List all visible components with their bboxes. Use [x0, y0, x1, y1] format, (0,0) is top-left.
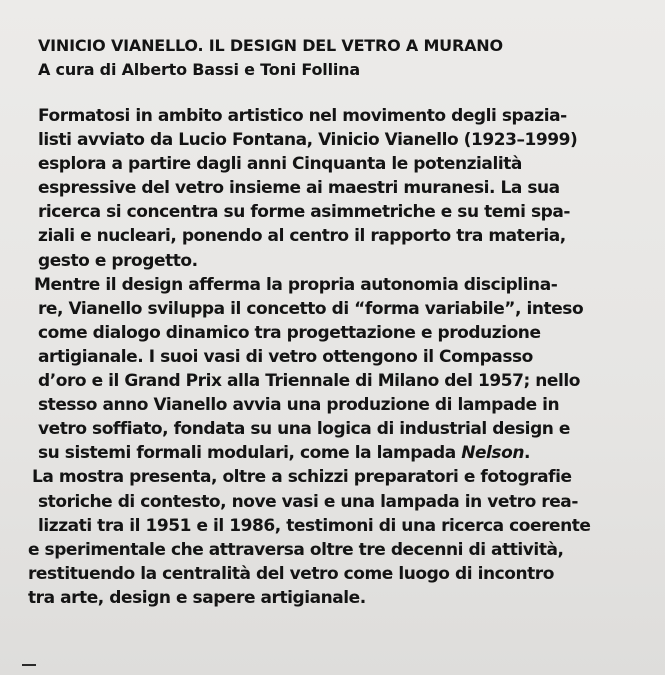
- text-line: [38, 441, 638, 465]
- text-line: listi avviato da Lucio Fontana, Vinicio Vianello (1923–1999): [38, 130, 578, 151]
- text-line: stesso anno Vianello avvia una produzione di lampade in: [38, 395, 560, 416]
- text-line: tra arte, design e sapere artigianale.: [28, 587, 366, 608]
- text-line: re, Vianello sviluppa il concetto di “forma variabile”, inteso: [38, 298, 584, 319]
- text-line: vetro soffiato, fondata su una logica di industrial design e: [38, 419, 570, 440]
- text-line: lizzati tra il 1951 e il 1986, testimoni di una ricerca coerente: [38, 515, 591, 536]
- text-line: e sperimentale che attraversa oltre tre decenni di attività,: [28, 539, 564, 560]
- panel-header: [38, 34, 638, 82]
- text-line: La mostra presenta, oltre a schizzi preparatori e fotografie: [32, 467, 572, 488]
- text-line: ziali e nucleari, ponendo al centro il rapporto tra materia,: [38, 226, 566, 247]
- exhibition-description: [28, 104, 638, 610]
- text-line: ricerca si concentra su forme asimmetriche e su temi spa-: [38, 202, 570, 223]
- text-line: restituendo la centralità del vetro come luogo di incontro: [28, 563, 554, 584]
- lamp-name: Nelson: [461, 443, 524, 464]
- decorative-dash: [22, 664, 36, 666]
- text-line: d’oro e il Grand Prix alla Triennale di Milano del 1957; nello: [38, 371, 580, 392]
- text-line: come dialogo dinamico tra progettazione e produzione: [38, 322, 541, 343]
- text-line-start: su sistemi formali modulari, come la lampada: [38, 443, 462, 464]
- text-line: artigianale. I suoi vasi di vetro ottengono il Compasso: [38, 346, 533, 367]
- period: .: [523, 443, 530, 464]
- exhibition-title: VINICIO VIANELLO. IL DESIGN DEL VETRO A MURANO: [38, 36, 503, 55]
- text-line: Mentre il design afferma la propria autonomia disciplina-: [34, 274, 558, 295]
- text-line: storiche di contesto, nove vasi e una lampada in vetro rea-: [38, 491, 578, 512]
- text-line: Formatosi in ambito artistico nel movimento degli spazia-: [38, 106, 567, 126]
- exhibition-curators: A cura di Alberto Bassi e Toni Follina: [38, 60, 360, 79]
- text-line: esplora a partire dagli anni Cinquanta le potenzialità: [38, 154, 522, 175]
- text-line: espressive del vetro insieme ai maestri muranesi. La sua: [38, 178, 560, 199]
- text-line: gesto e progetto.: [38, 250, 198, 271]
